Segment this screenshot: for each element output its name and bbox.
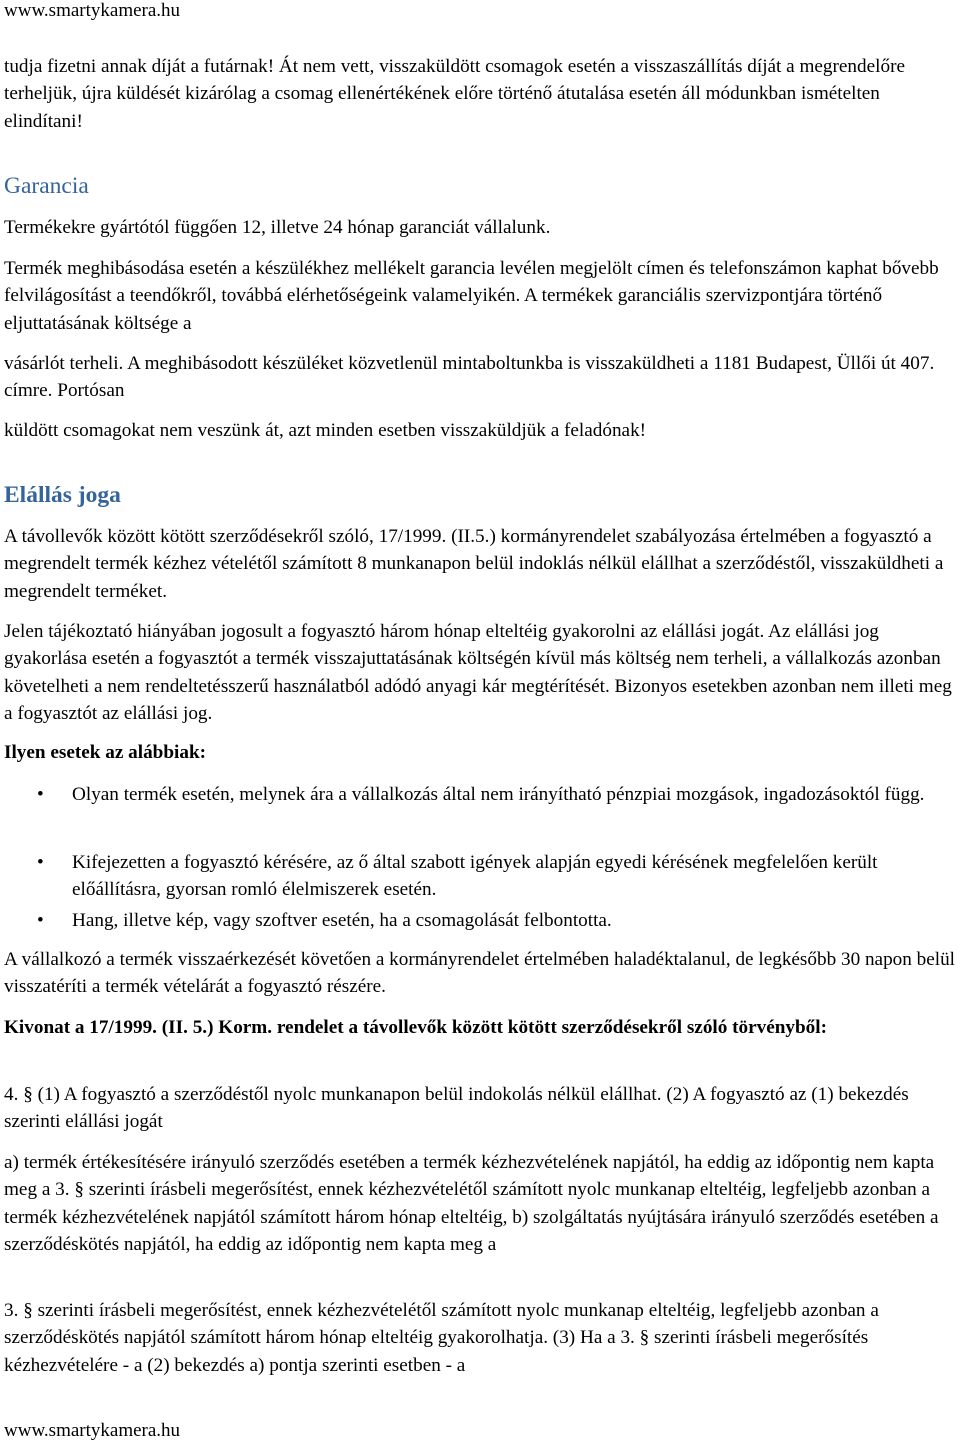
elallas-paragraph-1: A távollevők között kötött szerződésekről szóló, 17/1999. (II.5.) kormányrendelet szabályozása értelmében a fogyasztó a megrendelt termék kézhez vételétől számított 8 munkanapon belül indoklás nélkül elállhat a szerződéstől, visszaküldheti a megrendelt terméket. — [4, 526, 944, 602]
intro-paragraph: tudja fizetni annak díját a futárnak! Át nem vett, visszaküldött csomagok esetén a visszaszállítás díját a megrendelőre terheljük, újra küldését kizárólag a csomag ellenértékének előre történő átutalása esetén áll módunkban ismételten elindítani! — [4, 56, 905, 132]
page-footer-url: www.smartykamera.hu — [4, 1420, 181, 1441]
elallas-heading: Elállás joga — [4, 482, 121, 508]
bullet-icon: • — [37, 910, 44, 931]
kivonat-heading: Kivonat a 17/1999. (II. 5.) Korm. rendelet a távollevők között kötött szerződésekről szóló törvényből: — [4, 1017, 827, 1038]
kivonat-paragraph-3: 3. § szerinti írásbeli megerősítést, ennek kézhezvételétől számított nyolc munkanap elteltéig, legfeljebb azonban a szerződéskötés napjától számított három hónap elteltéig gyakorolhatja. (3) Ha a 3. § szerinti írásbeli megerősítés kézhezvételére - a (2) bekezdés a) pontja szerinti esetben - a — [4, 1300, 879, 1376]
page-header-url: www.smartykamera.hu — [4, 0, 181, 21]
case-text: Hang, illetve kép, vagy szoftver esetén, ha a csomagolását felbontotta. — [72, 910, 612, 931]
garancia-heading: Garancia — [4, 173, 89, 199]
elallas-paragraph-3: A vállalkozó a termék visszaérkezését követően a kormányrendelet értelmében haladéktalanul, de legkésőbb 30 napon belül visszatéríti a termék vételárát a fogyasztó részére. — [4, 949, 956, 998]
garancia-paragraph-3: vásárlót terheli. A meghibásodott készüléket közvetlenül mintaboltunkba is visszaküldheti a 1181 Budapest, Üllői út 407. címre. Portósan — [4, 353, 935, 402]
garancia-paragraph-4: küldött csomagokat nem veszünk át, azt minden esetben visszaküldjük a feladónak! — [4, 420, 647, 441]
list-item — [4, 849, 958, 904]
garancia-paragraph-2: Termék meghibásodása esetén a készülékhez mellékelt garancia levélen megjelölt címen és telefonszámon kaphat bővebb felvilágosítást a teendőkről, továbbá elérhetőségeink valamelyikén. A termékek garanciális szervizpontjára történő eljuttatásának költsége a — [4, 258, 939, 334]
garancia-paragraph-1: Termékekre gyártótól függően 12, illetve 24 hónap garanciát vállalunk. — [4, 217, 551, 238]
case-text: Kifejezetten a fogyasztó kérésére, az ő által szabott igények alapján egyedi kérésének megfelelően került előállításra, gyorsan romló élelmiszerek esetén. — [72, 852, 878, 901]
list-item — [4, 907, 958, 934]
bullet-icon: • — [37, 784, 44, 805]
bullet-icon: • — [37, 852, 44, 873]
kivonat-paragraph-1: 4. § (1) A fogyasztó a szerződéstől nyolc munkanapon belül indokolás nélkül elállhat. (2) A fogyasztó az (1) bekezdés szerinti elállási jogát — [4, 1084, 909, 1133]
cases-heading: Ilyen esetek az alábbiak: — [4, 742, 207, 763]
case-text: Olyan termék esetén, melynek ára a vállalkozás által nem irányítható pénzpiai mozgások, ingadozásoktól függ. — [72, 784, 925, 805]
elallas-paragraph-2: Jelen tájékoztató hiányában jogosult a fogyasztó három hónap elteltéig gyakorolni az elállási jogát. Az elállási jog gyakorlása esetén a fogyasztót a termék visszajuttatásának költségén kívül más költség nem terheli, a vállalkozás azonban követelheti a nem rendeltetésszerű használatból adódó anyagi kár megtérítését. Bizonyos esetekben azonban nem illeti meg a fogyasztót az elállási jog. — [4, 621, 952, 724]
list-item — [4, 781, 958, 808]
kivonat-paragraph-2: a) termék értékesítésére irányuló szerződés esetében a termék kézhezvételének napjától, ha eddig az időpontig nem kapta meg a 3. § szerinti írásbeli megerősítést, ennek kézhezvételétől számított nyolc munkanap elteltéig, legfeljebb azonban a termék kézhezvételének napjától számított három hónap elteltéig, b) szolgáltatás nyújtására irányuló szerződés esetében a szerződéskötés napjától, ha eddig az időpontig nem kapta meg a — [4, 1152, 939, 1255]
